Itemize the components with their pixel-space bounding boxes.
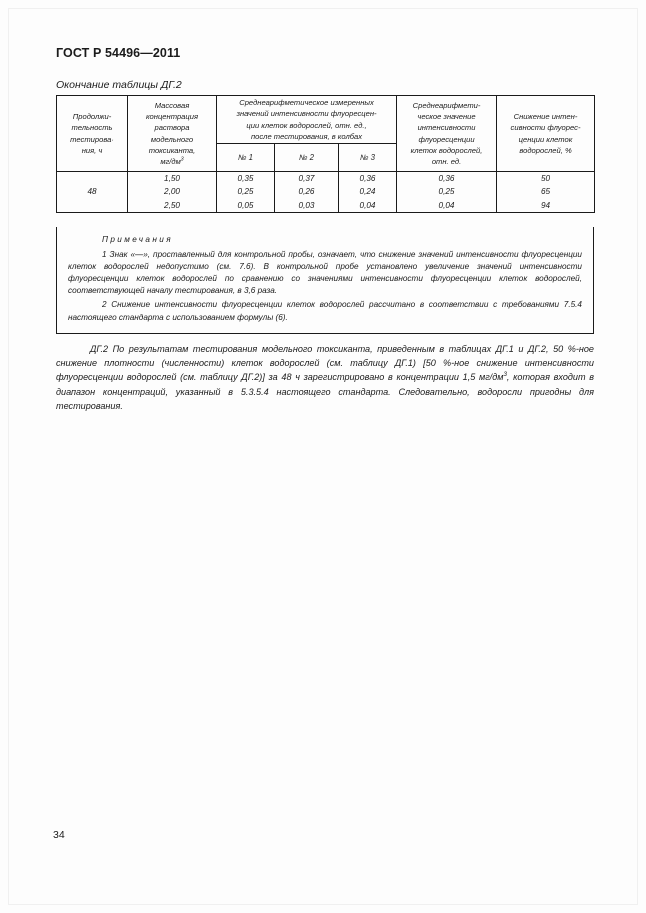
cell-concentration-1: 1,50 [164,174,180,183]
header-duration [57,96,128,172]
cell-flask-3-value-1: 0,36 [359,174,376,183]
header-concentration-line-5: токсиканта, [148,145,196,155]
page-number: 34 [53,829,65,841]
header-concentration [128,96,217,172]
header-mean-intensity [397,96,497,172]
standard-header: ГОСТ Р 54496—2011 [56,46,181,60]
header-duration-line-3: тестирова· [70,134,114,144]
body-paragraph-part-2: , которая входит в диапазон концентраций, указанный в 5.3.5.4 настоящего стандарта. Следовательно, водоросли пригодны для тестирования. [56,372,594,411]
table-header-row-1 [57,96,595,144]
cell-concentration [128,172,217,213]
header-concentration-line-3: раствора [154,123,190,133]
body-paragraph [56,342,594,413]
header-reduction-percent [497,96,595,172]
table-row [57,172,595,213]
header-group-line-3: ции клеток водорослей, отн. ед., [246,120,367,130]
header-group-line-4: после тестирования, в колбах [250,131,363,141]
header-reduction-line-3: ценции клеток [518,134,573,144]
cell-duration: 48 [57,172,128,213]
header-reduction-line-2: сивности флуорес- [510,123,581,133]
header-duration-line-1: Продолжи- [72,112,112,122]
header-concentration-line-4: модельного [150,134,194,144]
cell-flask-2 [275,172,339,213]
header-duration-line-2: тельность [71,123,113,133]
cell-mean-intensity [397,172,497,213]
header-concentration-superscript: 3 [180,156,184,163]
cell-flask-2-value-1: 0,37 [298,174,315,183]
body-paragraph-part-1: ДГ.2 По результатам тестирования модельного токсиканта, приведенным в таблицах ДГ.1 и ДГ.2, 50 %-ное снижение плотности (численности) клеток водорослей (см. таблицу ДГ.1) [50 %-ное снижение интенсивности флуоресценции водорослей (см. таблицу ДГ.2)] за 48 ч зарегистрировано в концентрации 1,5 мг/дм [56,344,594,383]
header-concentration-line-2: концентрация [145,112,199,122]
header-group-flasks [217,96,397,144]
cell-reduction-value-1: 50 [540,174,551,183]
header-flask-1: № 1 [217,144,275,172]
header-mean-line-1: Среднеарифмети- [412,100,481,110]
header-concentration-line-1: Массовая [154,100,190,110]
header-mean-line-6: отн. ед. [431,156,462,166]
header-flask-3: № 3 [339,144,397,172]
header-flask-2: № 2 [275,144,339,172]
cell-flask-3 [339,172,397,213]
cell-reduction-percent [497,172,595,213]
cell-mean-value-1: 0,36 [438,174,455,183]
note-item: 1 Знак «—», проставленный для контрольной пробы, означает, что снижение значений интенсивности флуоресценции клеток водорослей недопустимо (см. 7.6). В контрольной пробе установлено увеличение значений интенсивности флуоресценции клеток водорослей по сравнению со значениями интенсивности флуоресценции клеток водорослей, соответствующей началу тестирования, в 3,6 раза. [68,250,582,296]
cell-mean-value-2: 0,25 [438,187,455,197]
measurement-table [56,95,595,213]
cell-reduction-value-2: 65 [540,187,551,197]
header-group-line-1: Среднеарифметическое измеренных [239,98,374,108]
cell-concentration-3: 2,50 [164,200,180,210]
table-caption: Окончание таблицы ДГ.2 [56,79,182,91]
cell-flask-3-value-3: 0,04 [359,200,376,210]
cell-flask-1-value-1: 0,35 [237,174,254,183]
header-mean-line-2: ческое значение [417,112,476,122]
cell-flask-2-value-2: 0,26 [298,187,315,197]
cell-flask-1-value-3: 0,05 [237,200,254,210]
header-mean-line-4: флуоресценции [418,134,475,144]
header-reduction-line-1: Снижение интен- [513,112,578,122]
cell-concentration-2: 2,00 [164,187,180,197]
cell-flask-1-value-2: 0,25 [237,187,254,197]
cell-reduction-value-3: 94 [540,200,551,210]
header-mean-line-5: клеток водорослей, [410,145,483,155]
cell-flask-3-value-2: 0,24 [359,187,376,197]
cell-flask-2-value-3: 0,03 [298,200,315,210]
header-duration-line-4: ния, ч [81,145,103,155]
header-reduction-line-4: водорослей, % [519,145,572,155]
table-notes-box [56,227,594,334]
header-group-line-2: значений интенсивности флуоресцен- [236,109,377,119]
notes-title: Примечания [102,235,173,244]
body-paragraph-superscript: 3 [503,371,507,379]
cell-flask-1 [217,172,275,213]
note-item: 2 Снижение интенсивности флуоресценции клеток водорослей рассчитано в соответствии с требованиями 7.5.4 настоящего стандарта с использованием формулы (6). [68,300,582,322]
header-concentration-unit: мг/дм [160,156,181,166]
header-mean-line-3: интенсивности [417,123,476,133]
cell-mean-value-3: 0,04 [438,200,455,210]
